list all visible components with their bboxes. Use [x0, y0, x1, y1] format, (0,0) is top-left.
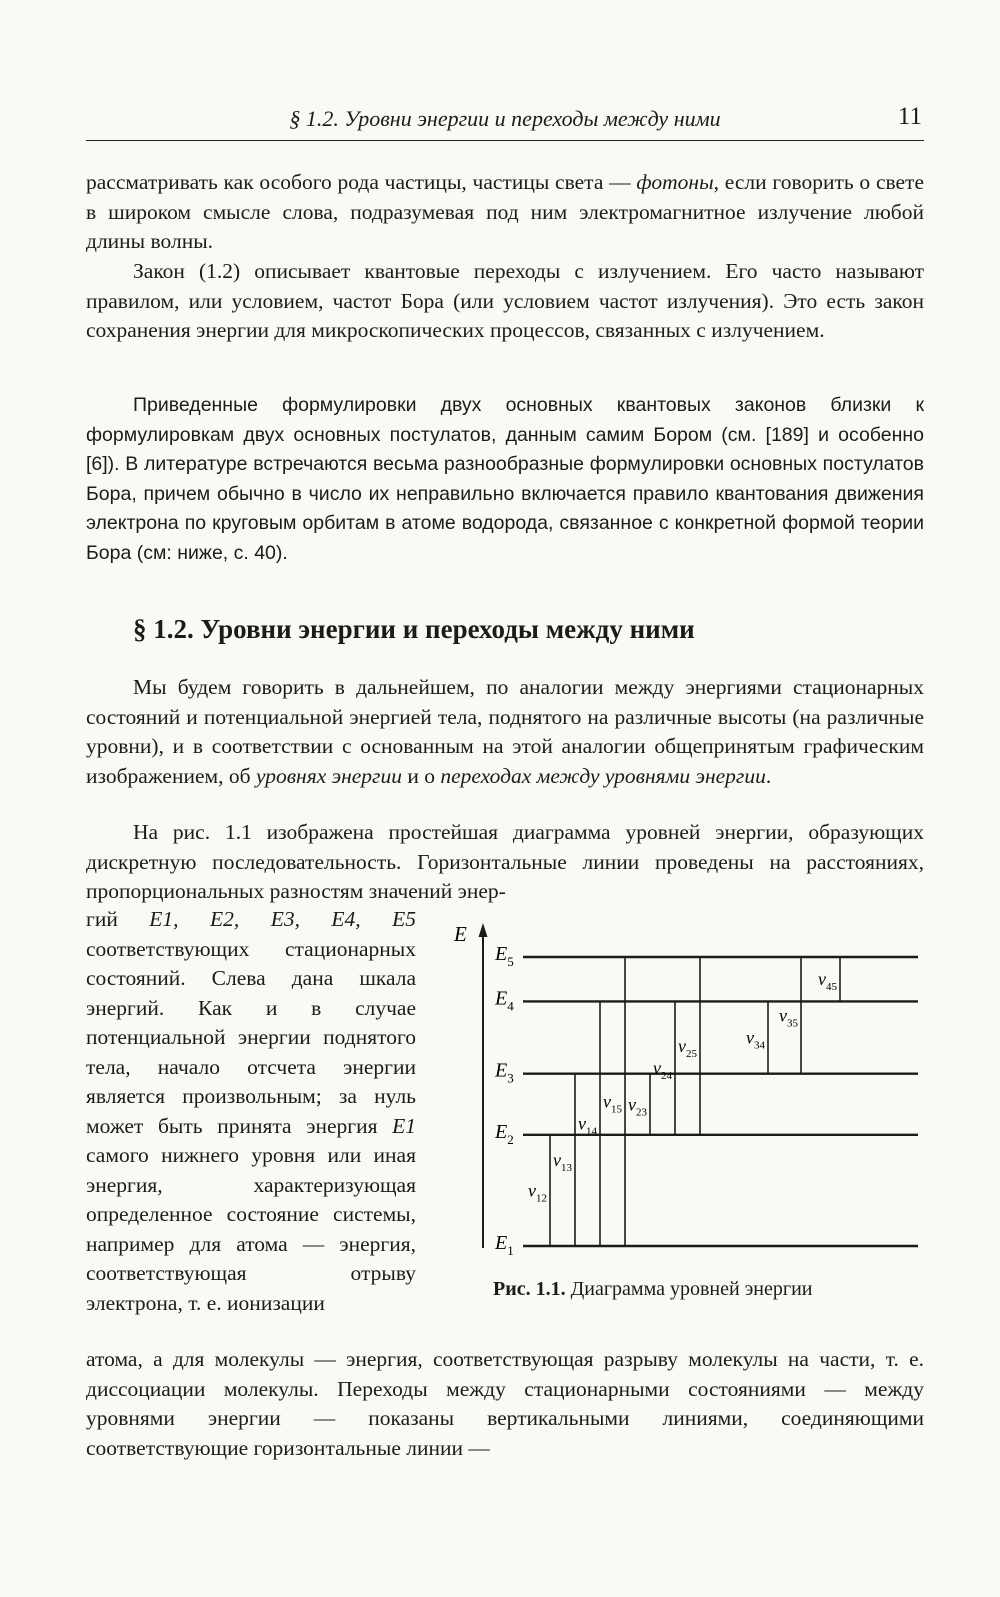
transition-label-24: $\nu_{24}$ [653, 1058, 672, 1083]
running-head-title: § 1.2. Уровни энергии и переходы между ними [289, 106, 721, 131]
page-number: 11 [897, 103, 922, 130]
section-heading: § 1.2. Уровни энергии и переходы между ними [133, 614, 695, 644]
transition-label-35: $\nu_{35}$ [779, 1005, 798, 1030]
transition-label-23: $\nu_{23}$ [628, 1094, 647, 1119]
section-paragraph-1: Мы будем говорить в дальнейшем, по аналогии между энергиями стационарных состояний и потенциальной энергией тела, поднятого на различные высоты (на различные уровни), и в соответствии с основанным на этой аналогии общепринятым графическим изображением, об уровнях энергии и о переходах между уровнями энергии. [86, 675, 924, 788]
level-label-e4: $E_4$ [495, 987, 514, 1014]
running-head [86, 100, 924, 141]
transition-label-25: $\nu_{25}$ [678, 1035, 697, 1060]
intro-paragraph-3: Приведенные формулировки двух основных квантовых законов близки к формулировкам двух основных постулатов, данным самим Бором (см. [189] и особенно [6]). В литературе встречаются весьма разнообразные формулировки основных постулатов Бора, причем обычно в число их неправильно включается правило квантования движения электрона по круговым орбитам в атоме водорода, связанное с конкретной формой теории Бора (см: ниже, с. 40). [86, 394, 924, 564]
wrapped-paragraph: гий E1, E2, E3, E4, E5 соответствующих стационарных состояний. Слева дана шкала энергий. Как и в случае потенциальной энергии поднятого тела, начало отсчета энергии является произвольным; за нуль может быть принята энергия E1 самого нижнего уровня или иная энергия, характеризующая определенное состояние системы, например для атома — энергия, соответствующая отрыву электрона, т. е. ионизации [86, 907, 416, 1315]
axis-label: E [454, 922, 467, 946]
figure-caption: Рис. 1.1. Диаграмма уровней энергии [493, 1278, 813, 1300]
energy-levels-inline: E1, E2, E3, E4, E5 [149, 907, 416, 931]
e1-inline: E1 [392, 1113, 416, 1138]
transition-label-15: $\nu_{15}$ [603, 1091, 622, 1116]
level-label-e1: $E_1$ [495, 1232, 514, 1258]
transition-label-12: $\nu_{12}$ [528, 1180, 547, 1205]
transition-label-14: $\nu_{14}$ [578, 1113, 597, 1138]
level-label-e2: $E_2$ [495, 1120, 514, 1147]
level-label-e5: $E_5$ [495, 943, 514, 969]
section-paragraph-2: На рис. 1.1 изображена простейшая диаграмма уровней энергии, образующих дискретную последовательность. Горизонтальные линии проведены на расстояниях, пропорциональных разностям значений энер- [86, 820, 924, 903]
level-label-e3: $E_3$ [495, 1059, 514, 1086]
axis-arrow-icon [479, 923, 488, 937]
transition-label-13: $\nu_{13}$ [553, 1149, 572, 1174]
section-paragraph-3: атома, а для молекулы — энергия, соответствующая разрыву молекулы на части, т. е. диссоциации молекулы. Переходы между стационарными состояниями — между уровнями энергии — показаны вертикальными линиями, соединяющими соответствующие горизонтальные линии — [86, 1347, 924, 1460]
intro-paragraph-1: рассматривать как особого рода частицы, частицы света — фотоны, если говорить о свете в широком смысле слова, подразумевая под ним электромагнитное излучение любой длины волны. [86, 170, 924, 253]
transition-label-34: $\nu_{34}$ [746, 1027, 765, 1052]
transition-label-45: $\nu_{45}$ [818, 969, 837, 994]
intro-paragraph-2: Закон (1.2) описывает квантовые переходы с излучением. Его часто называют правилом, или условием, частот Бора (или условием частот излучения). Это есть закон сохранения энергии для микроскопических процессов, связанных с излучением. [86, 259, 924, 342]
energy-level-diagram [440, 915, 920, 1265]
